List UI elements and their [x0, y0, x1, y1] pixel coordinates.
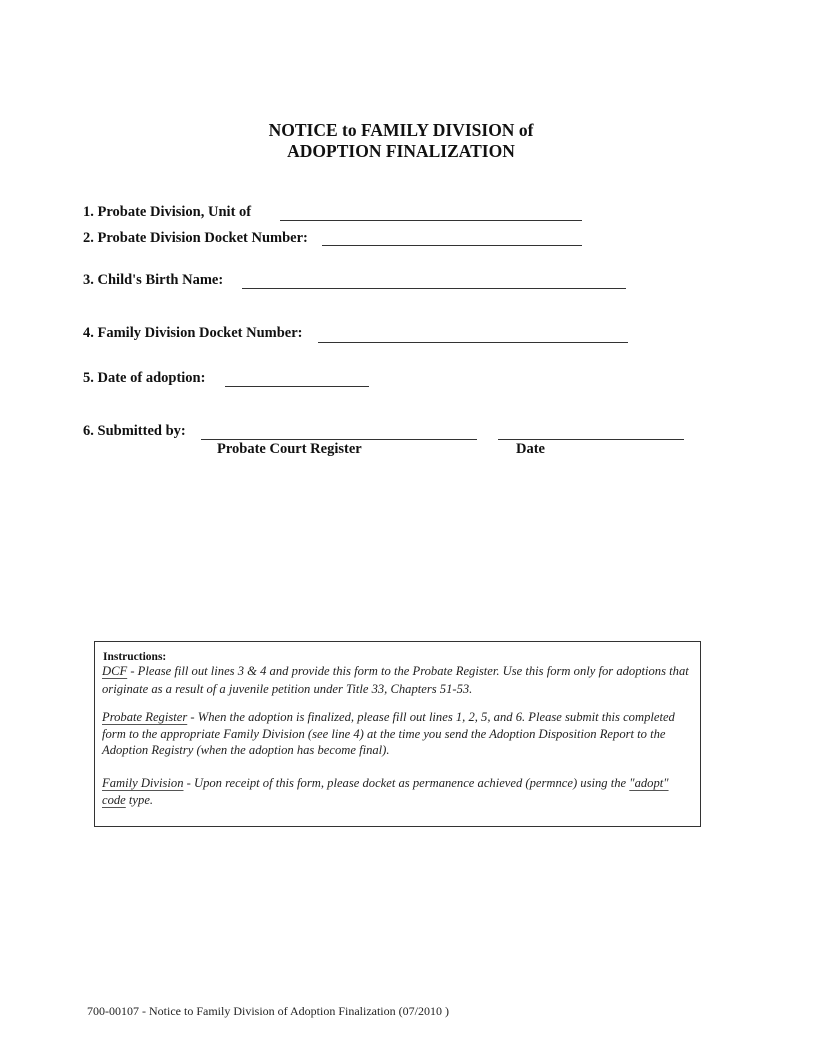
- caption-probate-court-register: Probate Court Register: [217, 441, 362, 457]
- field-input-probate-court-register-signature[interactable]: [201, 439, 477, 440]
- field-label-family-docket-number: 4. Family Division Docket Number:: [83, 325, 303, 341]
- field-label-probate-unit: 1. Probate Division, Unit of: [83, 204, 252, 220]
- instruction-adopt-code: "adopt" code: [102, 776, 669, 807]
- instructions-heading: Instructions:: [103, 651, 167, 663]
- field-label-submitted-by: 6. Submitted by:: [83, 423, 186, 439]
- instruction-role-family-division: Family Division: [102, 776, 184, 790]
- field-input-probate-docket-number[interactable]: [322, 245, 582, 246]
- instruction-probate-register: [102, 709, 692, 759]
- instruction-text-probate-register: - When the adoption is finalized, please fill out lines 1, 2, 5, and 6. Please submit this completed form to the appropriate Family Division (see line 4) at the time you send the Adoption Disposition Report to the Adoption Registry (when the adoption has become final).: [102, 710, 675, 757]
- field-label-probate-docket-number: 2. Probate Division Docket Number:: [83, 230, 308, 246]
- field-label-date-of-adoption: 5. Date of adoption:: [83, 370, 206, 386]
- document-title-line-1: NOTICE to FAMILY DIVISION of: [268, 120, 534, 140]
- instruction-text-family-division: - Upon receipt of this form, please docket as permanence achieved (permnce) using the: [183, 776, 630, 790]
- field-input-probate-unit[interactable]: [280, 220, 582, 221]
- form-footer: 700-00107 - Notice to Family Division of Adoption Finalization (07/2010 ): [87, 1004, 449, 1018]
- field-input-date-of-adoption[interactable]: [225, 386, 369, 387]
- field-input-family-docket-number[interactable]: [318, 342, 628, 343]
- instruction-text-dcf: - Please fill out lines 3 & 4 and provide this form to the Probate Register. Use this form only for adoptions that originate as a result of a juvenile petition under Title 33, Chapters 51-53.: [102, 664, 689, 696]
- instruction-role-dcf: DCF: [102, 664, 128, 678]
- field-input-child-birth-name[interactable]: [242, 288, 626, 289]
- field-input-submitted-date[interactable]: [498, 439, 684, 440]
- field-label-child-birth-name: 3. Child's Birth Name:: [83, 272, 224, 288]
- instruction-dcf: [102, 662, 692, 698]
- caption-date: Date: [516, 441, 545, 457]
- instruction-role-probate-register: Probate Register: [102, 710, 188, 724]
- document-title-line-2: ADOPTION FINALIZATION: [287, 141, 515, 161]
- instruction-family-division: [102, 775, 692, 808]
- instruction-tail-family-division: type.: [125, 792, 154, 807]
